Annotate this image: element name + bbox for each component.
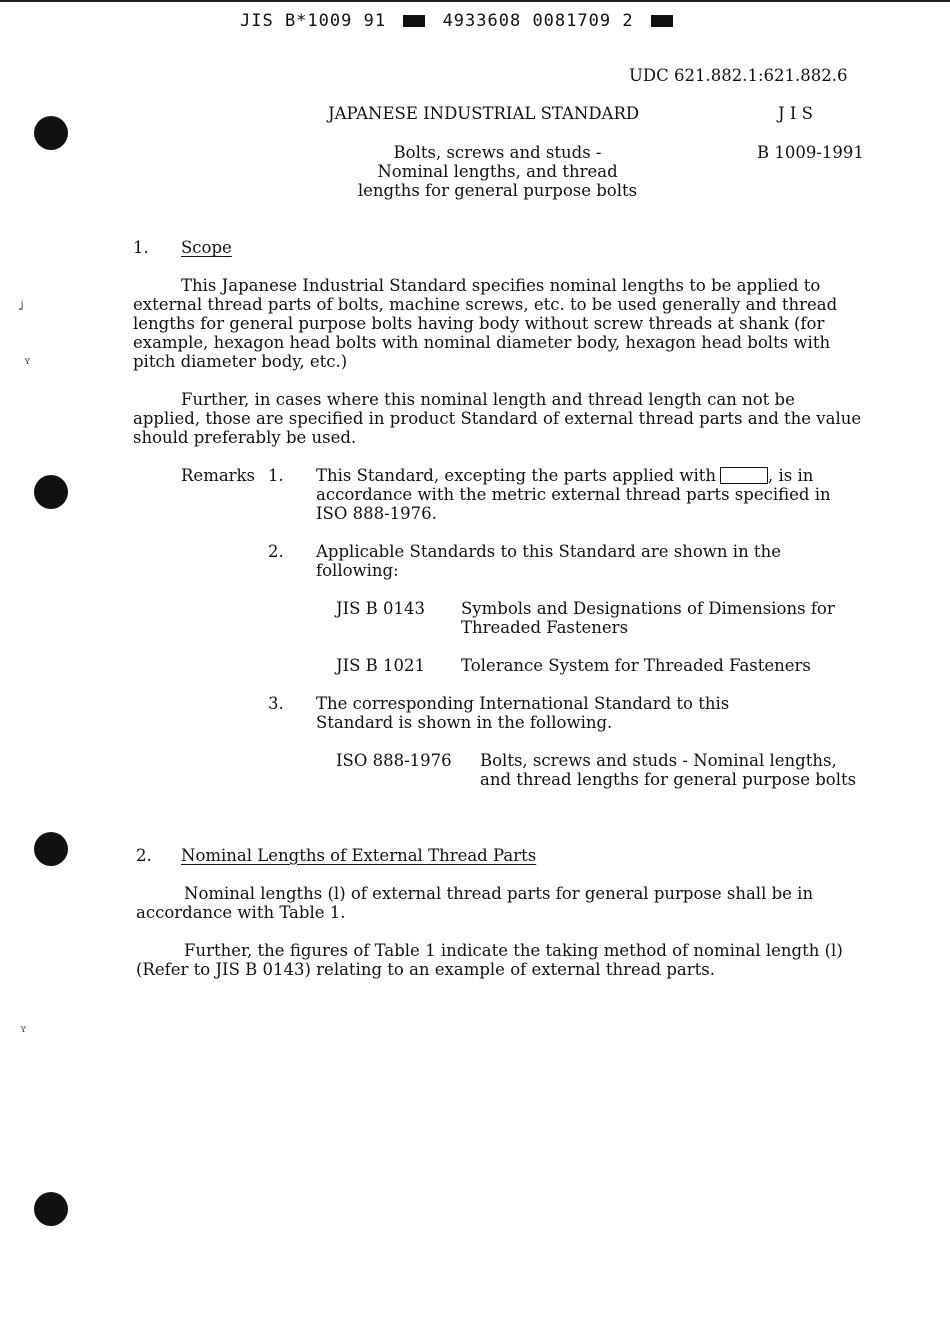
reference-title: Symbols and Designations of Dimensions for Threaded Fasteners bbox=[461, 599, 835, 637]
punch-hole bbox=[34, 475, 68, 509]
standard-type: JAPANESE INDUSTRIAL STANDARD bbox=[328, 104, 640, 123]
remarks-label: Remarks bbox=[181, 466, 256, 485]
title-line: Bolts, screws and studs - bbox=[393, 143, 602, 162]
scope-paragraph: This Japanese Industrial Standard specifies nominal lengths to be applied to external thread parts of bolts, machine screws, etc. to be used generally and thread lengths for general purpose bolts having body without screw threads at shank (for example, hexagon head bolts with nominal diameter body, hexagon head bolts with pitch diameter body, etc.) bbox=[133, 276, 838, 371]
section-heading: Scope bbox=[181, 238, 232, 257]
barcode-block bbox=[403, 15, 425, 27]
punch-hole bbox=[34, 116, 68, 150]
marker-box bbox=[720, 467, 768, 484]
barcode-mid-text: 4933608 0081709 2 bbox=[442, 11, 634, 31]
remark-text-part: , is in accordance with the metric external thread parts specified in ISO 888-1976. bbox=[316, 466, 831, 523]
title-line: Nominal lengths, and thread bbox=[377, 162, 618, 181]
scope-paragraph: Further, in cases where this nominal length and thread length can not be applied, those are specified in product Standard of external thread parts and the value should preferably be used. bbox=[133, 390, 862, 447]
reference-title: Tolerance System for Threaded Fasteners bbox=[461, 656, 811, 675]
reference-title: Bolts, screws and studs - Nominal lengths, and thread lengths for general purpose bolts bbox=[480, 751, 857, 789]
udc-code: UDC 621.882.1:621.882.6 bbox=[629, 66, 848, 85]
document-title bbox=[320, 143, 675, 200]
reference-code: ISO 888-1976 bbox=[336, 751, 452, 770]
scan-speck: ʏ bbox=[20, 1024, 27, 1035]
barcode-block bbox=[651, 15, 673, 27]
standard-number: B 1009-1991 bbox=[757, 143, 864, 162]
remark-number: 2. bbox=[268, 542, 284, 561]
barcode-header bbox=[240, 12, 679, 31]
section-number: 2. bbox=[136, 846, 152, 865]
remark-text: The corresponding International Standard to this Standard is shown in the following. bbox=[316, 694, 730, 732]
title-line: lengths for general purpose bolts bbox=[357, 181, 638, 200]
section-heading: Nominal Lengths of External Thread Parts bbox=[181, 846, 537, 865]
punch-hole bbox=[34, 832, 68, 866]
page-top-edge bbox=[0, 0, 950, 8]
remark-number: 3. bbox=[268, 694, 284, 713]
remark-text-part: This Standard, excepting the parts applied with bbox=[316, 466, 716, 485]
remark-text: Applicable Standards to this Standard are shown in the following: bbox=[316, 542, 781, 580]
reference-code: JIS B 0143 bbox=[336, 599, 426, 618]
scan-speck: ʏ bbox=[24, 356, 31, 367]
reference-code: JIS B 1021 bbox=[336, 656, 426, 675]
body-paragraph: Nominal lengths (l) of external thread parts for general purpose shall be in accordance with Table 1. bbox=[136, 884, 814, 922]
section-number: 1. bbox=[133, 238, 149, 257]
remark-number: 1. bbox=[268, 466, 284, 485]
body-paragraph: Further, the figures of Table 1 indicate the taking method of nominal length (l) (Refer to JIS B 0143) relating to an example of external thread parts. bbox=[136, 941, 843, 979]
barcode-left-text: JIS B*1009 91 bbox=[240, 11, 387, 31]
scan-speck: ʝ bbox=[20, 300, 24, 311]
punch-hole bbox=[34, 1192, 68, 1226]
jis-mark: J I S bbox=[778, 104, 813, 123]
remark-text bbox=[316, 466, 846, 523]
